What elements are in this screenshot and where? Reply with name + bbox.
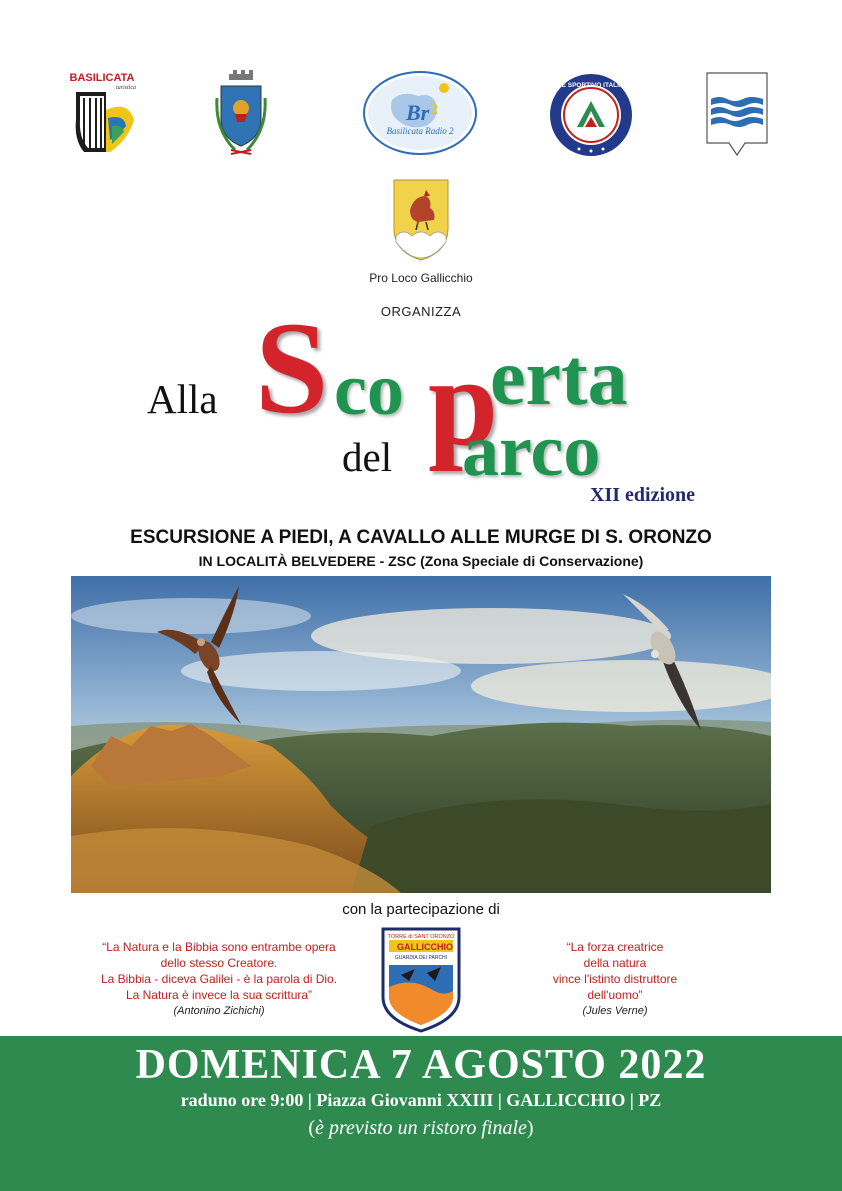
pro-loco-label: Pro Loco Gallicchio — [369, 271, 473, 285]
quote-line: dello stesso Creatore. — [160, 956, 278, 970]
quote-line: La Natura è invece la sua scrittura” — [125, 988, 313, 1002]
svg-text:Basilicata Radio 2: Basilicata Radio 2 — [386, 126, 454, 136]
quote-line: “La Natura e la Bibbia sono entrambe opera — [102, 940, 336, 954]
quote-author: (Jules Verne) — [582, 1005, 648, 1017]
quote-author: (Antonino Zichichi) — [173, 1005, 265, 1017]
basilicata-radio-2-logo — [362, 70, 478, 156]
event-date: DOMENICA 7 AGOSTO 2022 — [135, 1042, 707, 1088]
title-alla: Alla — [147, 376, 218, 422]
subtitle-location: IN LOCALITÀ BELVEDERE - ZSC (Zona Speciale di Conservazione) — [198, 553, 644, 569]
pro-loco-gallicchio-logo — [390, 178, 452, 262]
refreshment-note: (è previsto un ristoro finale) — [308, 1117, 534, 1139]
svg-text:ENTE SPORTIVO ITALIANO: ENTE SPORTIVO ITALIANO — [549, 82, 633, 89]
svg-text:GALLICCHIO: GALLICCHIO — [397, 942, 453, 952]
quote-verne — [535, 939, 695, 1019]
title-letter-s: S — [255, 294, 329, 441]
title-co: co — [334, 349, 404, 431]
ente-sportivo-italiano-logo — [549, 73, 633, 157]
svg-text:Br: Br — [406, 100, 430, 125]
svg-text:2: 2 — [430, 101, 438, 118]
gallicchio-coat-of-arms — [215, 68, 267, 156]
edition-label: XII edizione — [590, 484, 695, 506]
svg-text:turistica: turistica — [115, 85, 137, 91]
meeting-info: raduno ore 9:00 | Piazza Giovanni XXIII | GALLICCHIO | PZ — [180, 1090, 662, 1110]
quote-zichichi — [88, 939, 350, 1019]
quote-line: La Bibbia - diceva Galilei - è la parola di Dio. — [100, 972, 338, 986]
landscape-photo — [71, 576, 771, 893]
subtitle-excursion: ESCURSIONE A PIEDI, A CAVALLO ALLE MURGE DI S. ORONZO — [130, 527, 712, 548]
kite-bird-image — [155, 584, 255, 729]
quote-line: vince l'istinto distruttore — [552, 972, 678, 986]
title-del: del — [342, 434, 393, 480]
quote-line: “La forza creatrice — [566, 940, 664, 954]
logo-text: BASILICATA — [69, 72, 135, 84]
title-arco: arco — [462, 410, 601, 492]
title-erta: erta — [490, 334, 628, 422]
title-letter-p: p — [428, 333, 499, 472]
quote-line: dell'uomo” — [587, 988, 643, 1002]
regione-basilicata-shield — [705, 71, 769, 157]
svg-text:TORRE di SANT ORONZO: TORRE di SANT ORONZO — [387, 934, 455, 940]
quote-line: della natura — [583, 956, 647, 970]
participation-label: con la partecipazione di — [342, 901, 500, 918]
basilicata-turistica-logo — [66, 70, 138, 158]
organizza-label: ORGANIZZA — [380, 304, 462, 319]
vulture-bird-image — [619, 590, 705, 735]
svg-text:GUARDIA DEI PARCHI: GUARDIA DEI PARCHI — [394, 955, 448, 961]
torre-sant-oronzo-badge — [381, 927, 461, 1033]
refreshment-note-text: è previsto un ristoro finale — [315, 1117, 527, 1139]
